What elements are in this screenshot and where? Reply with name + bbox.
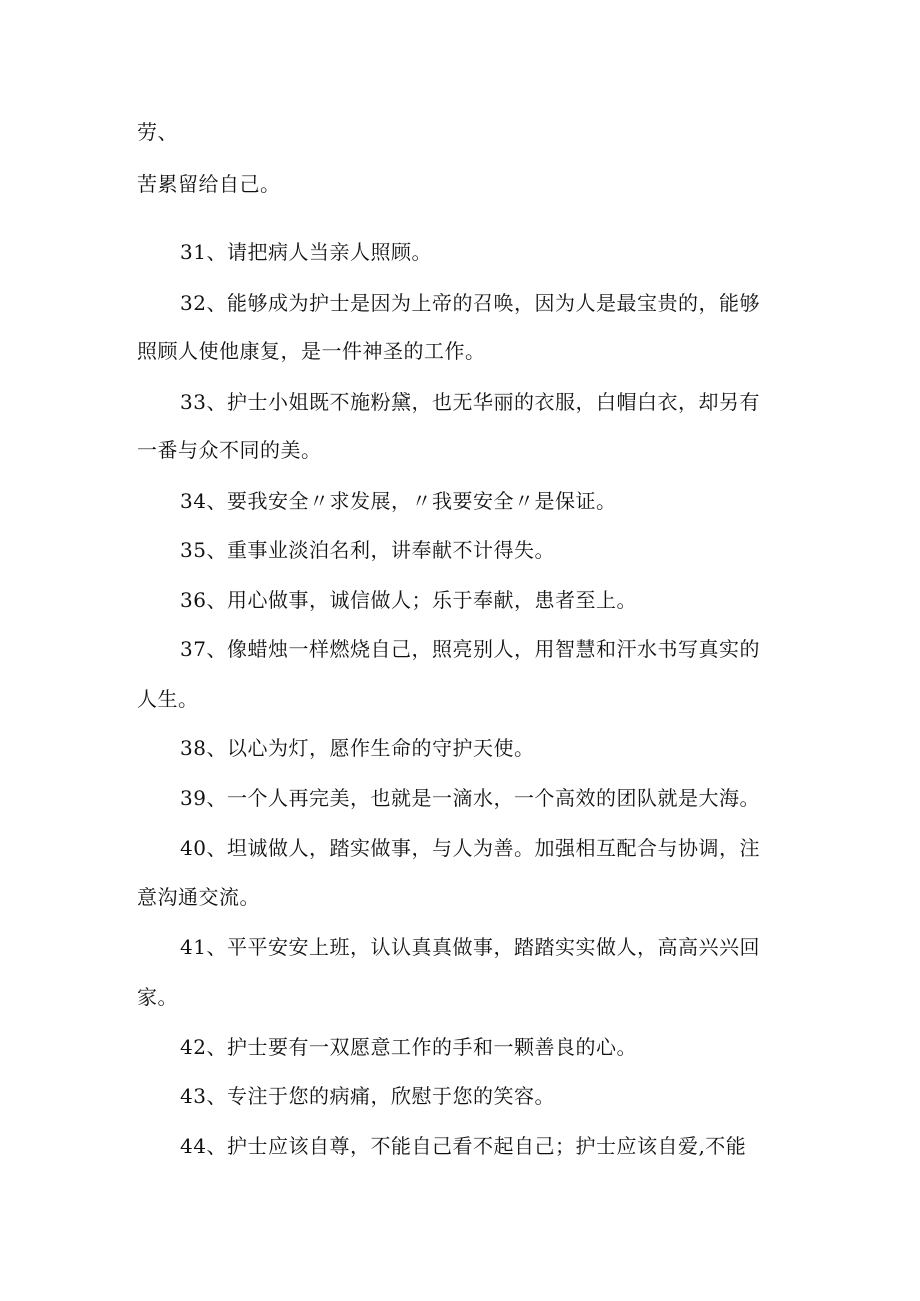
text-line: 家。: [137, 985, 178, 1009]
item-36: 36、用心做事，诚信做人；乐于奉献，患者至上。: [180, 588, 637, 612]
item-32: 32、能够成为护士是因为上帝的召唤，因为人是最宝贵的，能够: [180, 291, 760, 315]
text-line: 照顾人使他康复，是一件神圣的工作。: [137, 339, 486, 363]
item-34: 34、要我安全〃求发展，〃我要安全〃是保证。: [180, 489, 617, 513]
item-42: 42、护士要有一双愿意工作的手和一颗善良的心。: [180, 1035, 637, 1059]
item-39: 39、一个人再完美，也就是一滴水，一个高效的团队就是大海。: [180, 786, 760, 810]
item-38: 38、以心为灯，愿作生命的守护天使。: [180, 736, 535, 760]
text-line: 意沟通交流。: [137, 885, 260, 909]
item-33: 33、护士小姐既不施粉黛，也无华丽的衣服，白帽白衣，却另有: [180, 390, 760, 414]
item-37: 37、像蜡烛一样燃烧自己，照亮别人，用智慧和汗水书写真实的: [180, 637, 760, 661]
item-41: 41、平平安安上班，认认真真做事，踏踏实实做人，高高兴兴回: [180, 935, 760, 959]
item-31: 31、请把病人当亲人照顾。: [180, 240, 432, 264]
text-line: 一番与众不同的美。: [137, 438, 322, 462]
item-43: 43、专注于您的病痛，欣慰于您的笑容。: [180, 1084, 555, 1108]
item-44: 44、护士应该自尊，不能自己看不起自己；护士应该自爱,不能: [180, 1134, 747, 1158]
text-line: 人生。: [137, 687, 199, 711]
item-35: 35、重事业淡泊名利，讲奉献不计得失。: [180, 538, 555, 562]
text-line: 劳、: [137, 120, 178, 144]
text-line: 苦累留给自己。: [137, 172, 281, 196]
item-40: 40、坦诚做人，踏实做事，与人为善。加强相互配合与协调，注: [180, 836, 760, 860]
